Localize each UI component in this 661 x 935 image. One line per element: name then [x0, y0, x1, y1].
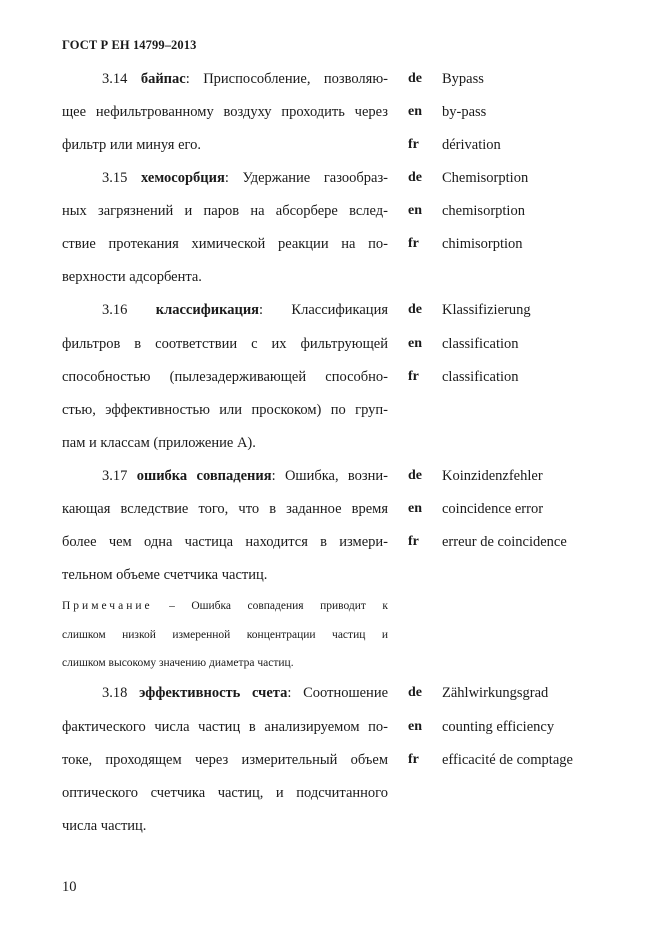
- lang-term: classification: [442, 369, 519, 385]
- entry-term: классификация: [155, 302, 260, 318]
- entry-number: 3.14: [102, 71, 128, 87]
- note-line: [62, 598, 388, 614]
- lang-term: chimisorption: [442, 236, 523, 252]
- lang-code: de: [408, 170, 422, 185]
- lang-code: fr: [408, 534, 419, 549]
- definition-line: верхности адсорбента.: [62, 269, 202, 285]
- lang-code: de: [408, 71, 422, 86]
- entry-term: байпас: [140, 71, 186, 87]
- lang-code: en: [408, 501, 422, 516]
- lang-code: en: [408, 719, 422, 734]
- entry-definition-start: : Соотношение: [287, 685, 389, 701]
- definition-line: щее нефильтрованному воздуху проходить через: [62, 104, 388, 120]
- entry-definition-start: : Классификация: [259, 302, 388, 318]
- lang-term: Koinzidenzfehler: [442, 468, 543, 484]
- entry-first-line: [102, 70, 388, 88]
- lang-term: Klassifizierung: [442, 302, 531, 318]
- definition-line: токе, проходящем через измерительный объем: [62, 752, 388, 768]
- lang-term: dérivation: [442, 137, 501, 153]
- note-line: слишком низкой измеренной концентрации частиц и: [62, 629, 388, 641]
- lang-term: counting efficiency: [442, 719, 555, 735]
- entry-definition-start: : Удержание газообраз-: [224, 170, 388, 186]
- entry-first-line: [102, 684, 388, 702]
- lang-code: de: [408, 302, 422, 317]
- lang-code: en: [408, 104, 422, 119]
- entry-number: 3.18: [102, 685, 128, 701]
- lang-term: chemisorption: [442, 203, 525, 219]
- lang-term: Zählwirkungsgrad: [442, 685, 549, 701]
- note-label: Примечание: [62, 600, 153, 612]
- definition-line: способностью (пылезадерживающей способно-: [62, 369, 388, 385]
- lang-code: de: [408, 685, 422, 700]
- lang-term: efficacité de comptage: [442, 752, 573, 768]
- lang-term: Bypass: [442, 71, 484, 87]
- document-header: ГОСТ Р ЕН 14799–2013: [62, 38, 197, 52]
- definition-line: числа частиц.: [62, 818, 147, 834]
- definition-line: кающая вследствие того, что в заданное время: [62, 501, 388, 517]
- definition-line: стью, эффективностью или проскоком) по груп-: [62, 402, 388, 418]
- definition-line: более чем одна частица находится в измери-: [62, 534, 388, 550]
- lang-code: fr: [408, 236, 419, 251]
- entry-number: 3.15: [102, 170, 128, 186]
- entry-first-line: [102, 169, 388, 187]
- lang-term: classification: [442, 336, 519, 352]
- lang-code: en: [408, 203, 422, 218]
- definition-line: ствие протекания химической реакции на по-: [62, 236, 388, 252]
- lang-term: by-pass: [442, 104, 487, 120]
- entry-first-line: [102, 301, 388, 319]
- definition-line: фильтров в соответствии с их фильтрующей: [62, 336, 388, 352]
- lang-term: coincidence error: [442, 501, 544, 517]
- entry-number: 3.17: [102, 468, 128, 484]
- lang-term: erreur de coincidence: [442, 534, 567, 550]
- definition-line: оптического счетчика частиц, и подсчитанного: [62, 785, 388, 801]
- lang-code: en: [408, 336, 422, 351]
- definition-line: ных загрязнений и паров на абсорбере вслед-: [62, 203, 388, 219]
- lang-code: fr: [408, 137, 419, 152]
- definition-line: фактического числа частиц в анализируемом по-: [62, 719, 388, 735]
- lang-code: fr: [408, 752, 419, 767]
- entry-definition-start: : Приспособление, позволяю-: [185, 71, 389, 87]
- definition-line: пам и классам (приложение А).: [62, 435, 256, 451]
- definition-line: фильтр или минуя его.: [62, 137, 201, 153]
- entry-term: хемосорбция: [141, 170, 225, 186]
- note-text: – Ошибка совпадения приводит к: [169, 600, 388, 612]
- entry-definition-start: : Ошибка, возни-: [271, 468, 388, 484]
- note-line: слишком высокому значению диаметра частиц.: [62, 657, 294, 669]
- lang-code: fr: [408, 369, 419, 384]
- entry-number: 3.16: [102, 302, 128, 318]
- page-number: 10: [62, 879, 77, 895]
- lang-term: Chemisorption: [442, 170, 529, 186]
- entry-term: ошибка совпадения: [136, 468, 272, 484]
- entry-first-line: [102, 467, 388, 485]
- lang-code: de: [408, 468, 422, 483]
- definition-line: тельном объеме счетчика частиц.: [62, 567, 268, 583]
- entry-term: эффективность счета: [139, 685, 288, 701]
